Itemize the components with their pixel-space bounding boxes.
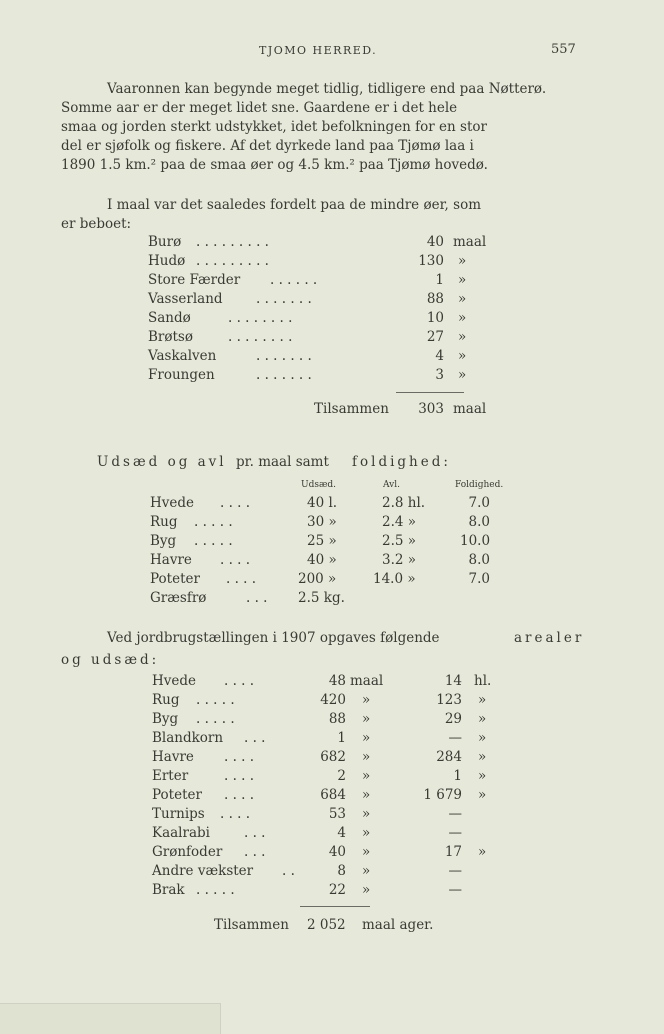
table-row <box>0 310 664 330</box>
crop-name: Byg <box>150 533 177 549</box>
island-maal: 4 <box>435 348 444 364</box>
census-seed: 123 <box>436 692 462 708</box>
census-seed: 29 <box>444 711 462 727</box>
census-area: 1 <box>337 730 346 746</box>
seed-udsaed: 200 » <box>298 571 337 587</box>
dot-leader: . . . . . . . <box>256 367 312 383</box>
total-label: Tilsammen <box>314 401 389 417</box>
census-seed-unit: » <box>478 844 487 860</box>
census-area-unit: » <box>362 692 371 708</box>
table-row <box>0 329 664 349</box>
dot-leader: . . . . <box>220 552 251 568</box>
crop-name: Poteter <box>152 787 202 803</box>
intro-line: Somme aar er der meget lidet sne. Gaardene er i det hele <box>61 100 458 116</box>
island-maal: 88 <box>426 291 444 307</box>
table-row <box>0 571 664 591</box>
crop-name: Græsfrø <box>150 590 207 606</box>
island-maal: 3 <box>435 367 444 383</box>
table-row <box>0 863 664 883</box>
census-area-unit: » <box>362 863 371 879</box>
census-intro <box>0 630 664 650</box>
census-area: 22 <box>328 882 346 898</box>
island-unit: » <box>458 272 467 288</box>
dot-leader: . . . . <box>224 768 255 784</box>
island-maal: 1 <box>435 272 444 288</box>
census-intro-spaced: arealer <box>514 630 585 646</box>
dot-leader: . . . . . . <box>270 272 318 288</box>
table-row <box>0 711 664 731</box>
census-area: 8 <box>337 863 346 879</box>
dot-leader: . . . . <box>224 673 255 689</box>
table-row <box>0 749 664 769</box>
seed-foldighed: 8.0 <box>468 514 490 530</box>
title-spaced-a: Udsæd og avl <box>97 454 227 470</box>
island-name: Froungen <box>148 367 215 383</box>
page-number: 557 <box>551 42 576 57</box>
census-seed-unit: hl. <box>474 673 492 689</box>
crop-name: Poteter <box>150 571 200 587</box>
seed-avl: 14.0 » <box>373 571 416 587</box>
census-area-unit: » <box>362 844 371 860</box>
table-row <box>0 234 664 254</box>
census-area-unit: » <box>362 787 371 803</box>
table-row <box>0 552 664 572</box>
page-corner-shadow <box>0 1003 221 1034</box>
census-seed: 1 <box>453 768 462 784</box>
island-name: Brøtsø <box>148 329 193 345</box>
dot-leader: . . . . . . . <box>256 348 312 364</box>
island-maal: 130 <box>418 253 444 269</box>
census-intro-line2 <box>0 652 664 672</box>
title-spaced-b: foldighed: <box>352 454 451 470</box>
crop-name: Kaalrabi <box>152 825 210 841</box>
seed-foldighed: 10.0 <box>460 533 491 549</box>
header-udsaed: Udsæd. <box>301 480 337 490</box>
census-seed-unit: » <box>478 749 487 765</box>
census-seed: 14 <box>444 673 462 689</box>
seed-udsaed: 40 l. <box>307 495 338 511</box>
census-area-unit: » <box>362 768 371 784</box>
dot-leader: . . . <box>246 590 268 606</box>
crop-name: Hvede <box>150 495 195 511</box>
island-name: Hudø <box>148 253 186 269</box>
crop-name: Hvede <box>152 673 197 689</box>
census-seed: — <box>448 882 462 898</box>
seed-table-header <box>0 480 664 492</box>
census-seed: — <box>448 825 462 841</box>
seed-foldighed: 8.0 <box>468 552 490 568</box>
census-seed-unit: » <box>478 768 487 784</box>
census-area: 48 <box>328 673 346 689</box>
table-row <box>0 730 664 750</box>
island-unit: » <box>458 348 467 364</box>
census-seed: — <box>448 730 462 746</box>
island-maal: 27 <box>426 329 444 345</box>
dot-leader: . . . . . <box>196 692 235 708</box>
islands-intro-line: I maal var det saaledes fordelt paa de mindre øer, som <box>107 197 481 213</box>
table-row <box>0 673 664 693</box>
census-area: 40 <box>328 844 346 860</box>
crop-name: Havre <box>152 749 194 765</box>
crop-name: Brak <box>152 882 185 898</box>
crop-name: Andre vækster <box>152 863 254 879</box>
table-row <box>0 787 664 807</box>
island-unit: » <box>458 329 467 345</box>
dot-leader: . . . . . . . . <box>228 310 293 326</box>
census-area: 53 <box>328 806 346 822</box>
dot-leader: . . . . . <box>194 514 233 530</box>
island-maal: 10 <box>426 310 444 326</box>
header-foldighed: Foldighed. <box>455 480 504 490</box>
total-value: 303 <box>418 401 444 417</box>
crop-name: Rug <box>150 514 178 530</box>
census-seed: — <box>448 863 462 879</box>
census-area-unit: » <box>362 882 371 898</box>
island-maal: 40 <box>426 234 444 250</box>
census-area: 2 <box>337 768 346 784</box>
crop-name: Havre <box>150 552 192 568</box>
total-value: 2 052 <box>307 917 346 933</box>
dot-leader: . . . . <box>224 787 255 803</box>
intro-line: smaa og jorden sterkt udstykket, idet befolkningen for en stor <box>61 119 487 135</box>
census-seed-unit: » <box>478 711 487 727</box>
island-name: Store Færder <box>148 272 241 288</box>
crop-name: Rug <box>152 692 180 708</box>
census-total <box>0 917 664 937</box>
census-seed: 17 <box>444 844 462 860</box>
intro-line: 1890 1.5 km.² paa de smaa øer og 4.5 km.² paa Tjømø hovedø. <box>61 157 488 173</box>
island-name: Vasserland <box>148 291 223 307</box>
seed-udsaed: 40 » <box>307 552 337 568</box>
table-row <box>0 291 664 311</box>
census-seed-unit: » <box>478 692 487 708</box>
census-area-unit: » <box>362 749 371 765</box>
crop-name: Byg <box>152 711 179 727</box>
dot-leader: . . . . . . . . . <box>196 253 269 269</box>
dot-leader: . . . <box>244 730 266 746</box>
table-row <box>0 253 664 273</box>
census-area-unit: maal <box>350 673 384 689</box>
dot-leader: . . . . . . . . <box>228 329 293 345</box>
intro-line: Vaaronnen kan begynde meget tidlig, tidligere end paa Nøtterø. <box>107 81 547 97</box>
census-area: 684 <box>320 787 346 803</box>
census-area-unit: » <box>362 711 371 727</box>
dot-leader: . . . . <box>226 571 257 587</box>
dot-leader: . . . . . <box>196 711 235 727</box>
total-unit: maal ager. <box>362 917 434 933</box>
census-seed-unit: » <box>478 730 487 746</box>
census-seed: 284 <box>436 749 462 765</box>
island-unit: maal <box>453 234 487 250</box>
seed-avl: 2.5 » <box>382 533 417 549</box>
census-area: 682 <box>320 749 346 765</box>
dot-leader: . . . . <box>224 749 255 765</box>
seed-foldighed: 7.0 <box>468 571 490 587</box>
seed-avl: 3.2 » <box>382 552 417 568</box>
table-row <box>0 495 664 515</box>
sum-rule <box>300 906 370 907</box>
table-row <box>0 590 664 610</box>
total-unit: maal <box>453 401 487 417</box>
island-unit: » <box>458 310 467 326</box>
seed-udsaed: 2.5 kg. <box>298 590 345 606</box>
intro-line: del er sjøfolk og fiskere. Af det dyrkede land paa Tjømø laa i <box>61 138 474 154</box>
island-unit: » <box>458 291 467 307</box>
islands-total <box>0 401 664 421</box>
island-unit: » <box>458 253 467 269</box>
crop-name: Blandkorn <box>152 730 224 746</box>
table-row <box>0 825 664 845</box>
seed-foldighed: 7.0 <box>468 495 490 511</box>
seed-udsaed: 25 » <box>307 533 337 549</box>
census-intro-text: Ved jordbrugstællingen i 1907 opgaves følgende <box>107 630 440 646</box>
dot-leader: . . . . . <box>194 533 233 549</box>
census-area-unit: » <box>362 806 371 822</box>
seed-udsaed: 30 » <box>307 514 337 530</box>
census-seed-unit: » <box>478 787 487 803</box>
dot-leader: . . . . . . . <box>256 291 312 307</box>
table-row <box>0 768 664 788</box>
dot-leader: . . . . <box>220 495 251 511</box>
dot-leader: . . . . . . . . . <box>196 234 269 250</box>
census-area-unit: » <box>362 825 371 841</box>
seed-avl: 2.4 » <box>382 514 417 530</box>
seed-avl: 2.8 hl. <box>382 495 426 511</box>
table-row <box>0 348 664 368</box>
title-middle: pr. maal samt <box>236 454 329 470</box>
census-area: 4 <box>337 825 346 841</box>
header-avl: Avl. <box>383 480 400 490</box>
table-row <box>0 882 664 902</box>
table-row <box>0 844 664 864</box>
dot-leader: . . <box>282 863 295 879</box>
census-seed: 1 679 <box>423 787 462 803</box>
running-header: TJOMO HERRED. <box>259 44 378 57</box>
dot-leader: . . . . <box>220 806 251 822</box>
crop-name: Turnips <box>152 806 205 822</box>
island-name: Burø <box>148 234 182 250</box>
census-area: 88 <box>328 711 346 727</box>
sum-rule <box>396 392 464 393</box>
total-label: Tilsammen <box>214 917 289 933</box>
island-name: Sandø <box>148 310 191 326</box>
census-seed: — <box>448 806 462 822</box>
dot-leader: . . . <box>244 844 266 860</box>
table-row <box>0 514 664 534</box>
table-row <box>0 806 664 826</box>
table-row <box>0 692 664 712</box>
census-area: 420 <box>320 692 346 708</box>
island-unit: » <box>458 367 467 383</box>
table-row <box>0 367 664 387</box>
seed-section-title <box>0 454 664 474</box>
dot-leader: . . . <box>244 825 266 841</box>
crop-name: Erter <box>152 768 189 784</box>
table-row <box>0 533 664 553</box>
dot-leader: . . . . . <box>196 882 235 898</box>
islands-intro-line: er beboet: <box>61 216 132 232</box>
census-intro-spaced-2: og udsæd: <box>61 652 160 668</box>
island-name: Vaskalven <box>148 348 217 364</box>
crop-name: Grønfoder <box>152 844 223 860</box>
census-area-unit: » <box>362 730 371 746</box>
table-row <box>0 272 664 292</box>
